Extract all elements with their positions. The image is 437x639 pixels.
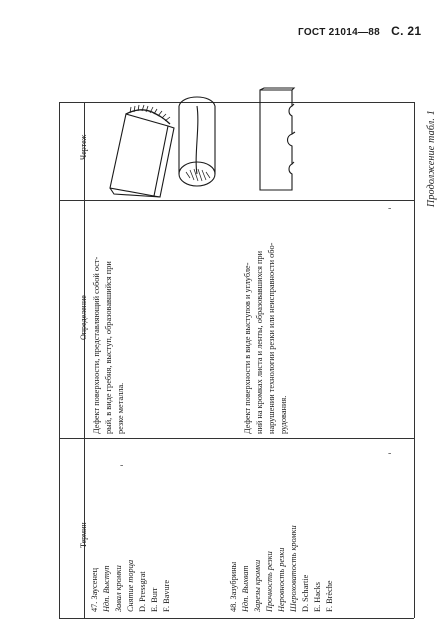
term-foreign-fr: F. Brèche bbox=[325, 580, 334, 612]
table-row-1-term bbox=[89, 560, 173, 612]
definition-line: рый, в виде гребня, выступ, образовавшийся при bbox=[104, 261, 113, 434]
table-left-border bbox=[59, 102, 60, 618]
term-foreign-en: E. Hacks bbox=[313, 582, 322, 612]
definition-line: нарушении технологии резки или неисправности обо- bbox=[267, 242, 276, 434]
continuation-label: Продолжение табл. 1 bbox=[426, 110, 437, 208]
term-synonym: Снятие торца bbox=[126, 559, 135, 612]
table-top-border bbox=[59, 102, 414, 103]
term-synonym: Ндп. Выхват bbox=[241, 565, 250, 612]
page-number: С. 21 bbox=[391, 24, 422, 38]
term-synonym: Ндп. Выступ bbox=[102, 565, 111, 612]
drawing-definition-separator bbox=[59, 200, 414, 201]
table-bottom-border bbox=[59, 618, 414, 619]
term-foreign-de: D. Schartie bbox=[301, 574, 310, 612]
notch-drawing-icon bbox=[254, 86, 298, 196]
term-foreign-en: E. Burr bbox=[150, 587, 159, 612]
table-right-border bbox=[414, 102, 415, 618]
definition-line: ний на кромках листа и ленты, образовавшихся при bbox=[255, 250, 264, 434]
term-foreign-de: D. Pressgrat bbox=[138, 571, 147, 612]
margin-tick: - bbox=[120, 460, 124, 471]
term-foreign-fr: F. Bavure bbox=[162, 579, 171, 612]
term-name: 47. Заусенец bbox=[90, 567, 99, 612]
definition-line: рудования. bbox=[279, 395, 288, 434]
definition-line: резке металла. bbox=[116, 382, 125, 434]
page-header bbox=[298, 24, 421, 38]
table-row-1-definition bbox=[91, 257, 127, 434]
coil-drawing-icon bbox=[170, 86, 224, 190]
standard-number: ГОСТ 21014—88 bbox=[298, 27, 381, 38]
margin-tick: - bbox=[388, 448, 392, 459]
definition-line: Дефект поверхности в виде выступов и углубле- bbox=[243, 262, 252, 434]
column-header-term: Термин bbox=[79, 522, 88, 548]
burr-drawing-icon bbox=[98, 104, 180, 198]
table-row-2-term bbox=[228, 525, 336, 612]
definition-term-separator bbox=[59, 438, 414, 439]
column-header-definition: Определение bbox=[79, 295, 88, 340]
definition-line: Дефект поверхности, представляющий собой ост- bbox=[92, 256, 101, 434]
table-row-2-definition bbox=[242, 243, 290, 434]
term-synonym: Завал кромки bbox=[114, 565, 123, 612]
term-synonym: Неровность резки bbox=[277, 547, 286, 612]
term-name: 48. Зазубрины bbox=[229, 561, 238, 612]
margin-tick: - bbox=[388, 203, 392, 214]
term-synonym: Зарезы кромки bbox=[253, 559, 262, 612]
term-synonym: Шероховатость кромки bbox=[289, 525, 298, 612]
column-header-drawing: Чертеж bbox=[79, 134, 88, 160]
term-synonym: Прочность резки bbox=[265, 551, 274, 612]
